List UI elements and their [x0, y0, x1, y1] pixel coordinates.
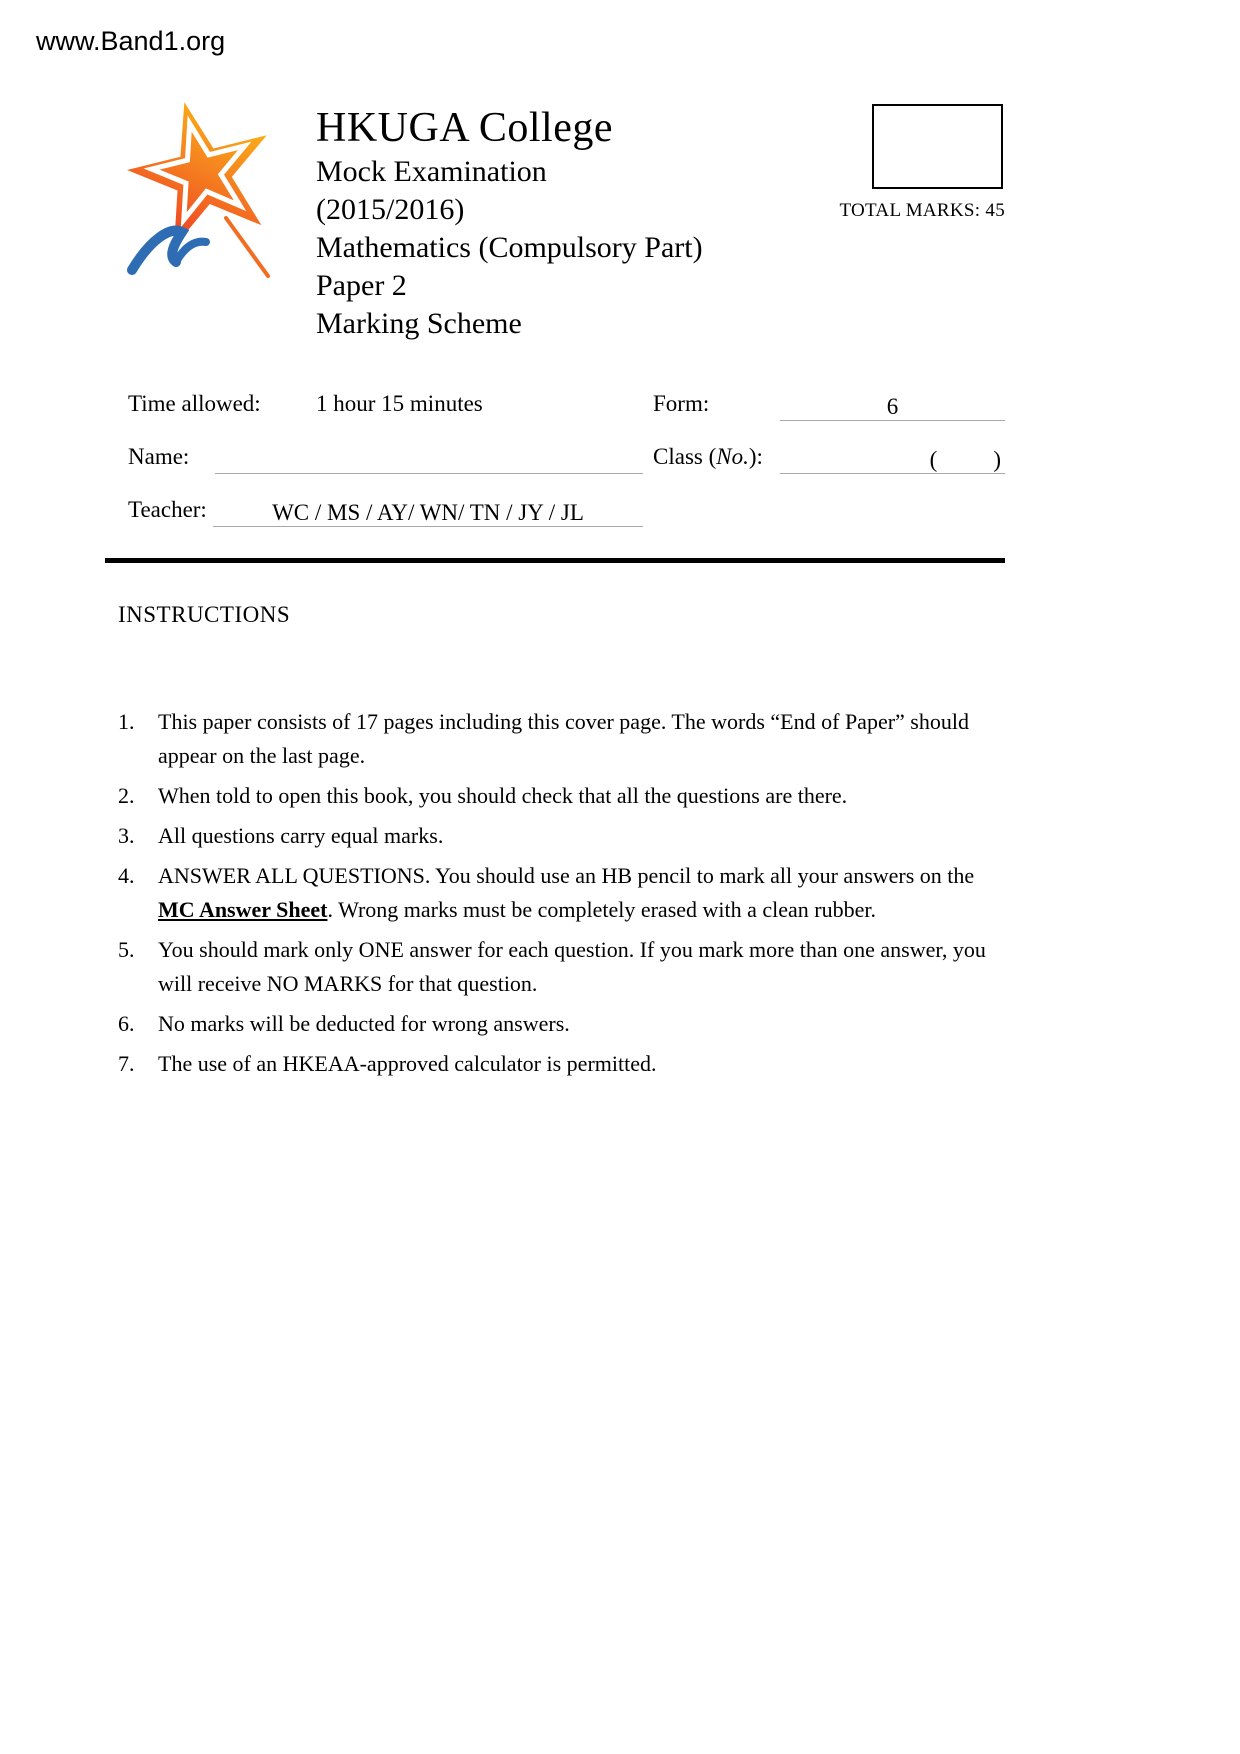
title-block	[316, 103, 703, 343]
form-value: 6	[886, 394, 899, 419]
name-field	[215, 441, 643, 474]
teacher-label: Teacher:	[128, 497, 207, 522]
class-label-pre: Class (	[653, 444, 717, 469]
exam-year-line: (2015/2016)	[316, 193, 465, 226]
subject-line: Mathematics (Compulsory Part)	[316, 231, 703, 264]
marks-entry-box	[872, 104, 1003, 189]
name-label: Name:	[128, 444, 190, 469]
instruction-number: 3.	[118, 823, 135, 848]
form-field	[780, 388, 1005, 421]
instruction-text: When told to open this book, you should check that all the questions are there.	[158, 783, 848, 808]
section-divider	[105, 558, 1005, 563]
instruction-4-post: . Wrong marks must be completely erased with a clean rubber.	[327, 897, 877, 922]
time-allowed-label: Time allowed:	[128, 391, 261, 416]
form-label: Form:	[653, 391, 710, 416]
class-field	[780, 441, 1005, 474]
instruction-text: This paper consists of 17 pages including this cover page. The words “End of Paper” should appear on the last page.	[158, 709, 969, 768]
class-paren-close: )	[993, 447, 1001, 472]
teacher-field	[213, 494, 643, 527]
class-no-label	[653, 444, 763, 470]
instruction-number: 4.	[118, 863, 135, 888]
instruction-number: 1.	[118, 709, 135, 734]
instruction-item-3	[118, 819, 1008, 853]
class-paren-open: (	[929, 447, 938, 472]
instruction-item-5	[118, 933, 1008, 1001]
instruction-text: The use of an HKEAA-approved calculator is permitted.	[158, 1051, 657, 1076]
instruction-text: No marks will be deducted for wrong answers.	[158, 1011, 570, 1036]
mc-answer-sheet-emphasis: MC Answer Sheet	[158, 897, 328, 922]
instructions-heading: INSTRUCTIONS	[118, 602, 291, 627]
teacher-value: WC / MS / AY/ WN/ TN / JY / JL	[272, 500, 584, 525]
instruction-item-7	[118, 1047, 1008, 1081]
instruction-text: You should mark only ONE answer for each question. If you mark more than one answer, you will receive NO MARKS for that question.	[158, 937, 986, 996]
instruction-number: 5.	[118, 937, 135, 962]
instruction-text	[158, 859, 1008, 927]
instruction-item-2	[118, 779, 1008, 813]
instruction-item-6	[118, 1007, 1008, 1041]
instruction-item-4	[118, 859, 1008, 927]
star-swoosh-logo-icon	[122, 98, 292, 303]
paper-line: Paper 2	[316, 269, 407, 302]
instruction-number: 7.	[118, 1051, 135, 1076]
class-label-post: ):	[748, 444, 763, 469]
instruction-text: All questions carry equal marks.	[158, 823, 444, 848]
instruction-number: 6.	[118, 1011, 135, 1036]
instruction-4-pre: ANSWER ALL QUESTIONS. You should use an HB pencil to mark all your answers on the	[158, 863, 975, 888]
instructions-list	[118, 705, 1008, 1087]
school-name: HKUGA College	[316, 105, 613, 151]
total-marks-label: TOTAL MARKS: 45	[839, 200, 1005, 221]
instruction-item-1	[118, 705, 1008, 773]
hkuga-college-logo	[122, 98, 292, 303]
class-label-no: No.	[716, 444, 749, 469]
watermark-url-text: www.Band1.org	[36, 26, 226, 56]
marking-scheme-line: Marking Scheme	[316, 307, 522, 340]
time-allowed-value: 1 hour 15 minutes	[316, 391, 483, 416]
instruction-number: 2.	[118, 783, 135, 808]
exam-title-line: Mock Examination	[316, 155, 547, 188]
